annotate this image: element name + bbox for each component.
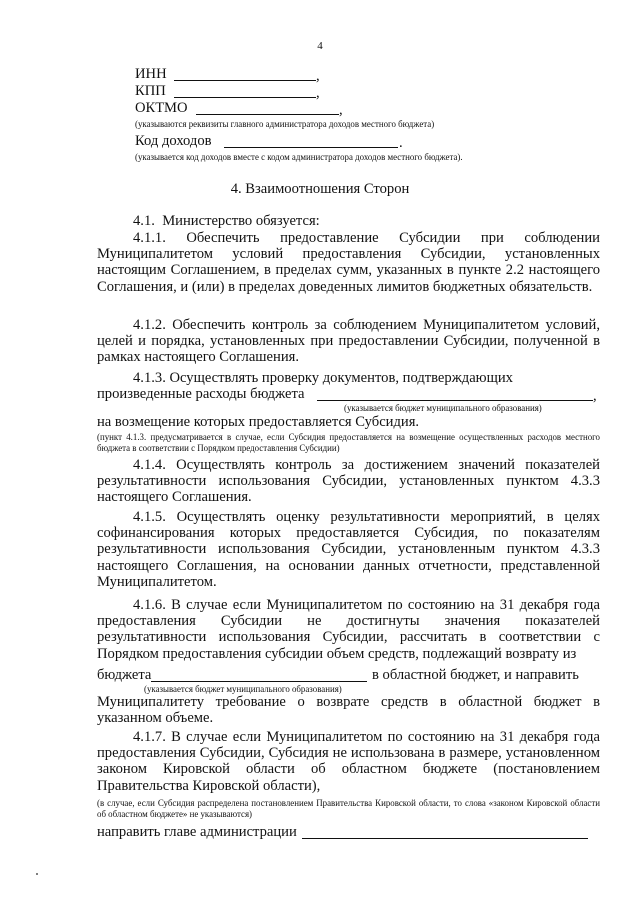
note-municipal-budget-1: (указывается бюджет муниципального образования) xyxy=(344,403,542,413)
inn-comma: , xyxy=(316,68,320,84)
paragraph-4-1-1: 4.1.1. Обеспечить предоставление Субсидии при соблюдении Муниципалитетом условий предоставления Субсидии, установленных настоящим Соглашением, в пределах сумм, указанных в пункте 2.2 настоящего Соглашения, и (или) в пределах доведенных лимитов бюджетных обязательств. xyxy=(97,230,600,295)
paragraph-4-1-3-line1: 4.1.3. Осуществлять проверку документов, подтверждающих xyxy=(133,370,513,386)
paragraph-4-1-3-comma: , xyxy=(593,388,597,404)
inn-label: ИНН xyxy=(135,66,167,82)
page-number: 4 xyxy=(317,40,323,52)
oktmo-label: ОКТМО xyxy=(135,100,188,116)
paragraph-4-1-3-line2: произведенные расходы бюджета xyxy=(97,386,305,402)
section-heading: 4. Взаимоотношения Сторон xyxy=(230,181,410,197)
income-code-blank-line xyxy=(224,147,398,148)
oktmo-comma: , xyxy=(339,102,343,118)
kpp-comma: , xyxy=(316,85,320,101)
kpp-label: КПП xyxy=(135,83,166,99)
paragraph-4-1: 4.1. Министерство обязуется: xyxy=(133,213,320,229)
income-code-period: . xyxy=(399,135,403,151)
note-4-1-3: (пункт 4.1.3. предусматривается в случае, если Субсидия предоставляется на возмещение осуществленных расходов местного бюджета в соответствии с Порядком предоставления Субсидии) xyxy=(97,432,600,453)
municipal-budget-blank-line-1 xyxy=(317,400,593,401)
paragraph-4-1-7: 4.1.7. В случае если Муниципалитетом по состоянию на 31 декабря года предоставления Субсидии, Субсидия не использована в размере, установленном законом Кировской области об областном бюджете (постановлением Правительства Кировской области), xyxy=(97,729,600,794)
note-income-code: (указывается код доходов вместе с кодом администратора доходов местного бюджета). xyxy=(135,152,463,162)
paragraph-4-1-4: 4.1.4. Осуществлять контроль за достижением значений показателей результативности использования Субсидии, установленных пунктом 4.3.3 настоящего Соглашения. xyxy=(97,457,600,506)
kpp-blank-line xyxy=(174,97,316,98)
paragraph-4-1-7-end: направить главе администрации xyxy=(97,824,297,840)
inn-blank-line xyxy=(174,80,316,81)
municipal-budget-blank-line-2 xyxy=(151,681,367,682)
income-code-label: Код доходов xyxy=(135,133,212,149)
paragraph-4-1-6-end: Муниципалитету требование о возврате средств в областной бюджет в указанном объеме. xyxy=(97,694,600,727)
head-of-administration-blank-line xyxy=(302,838,588,839)
note-requisites: (указываются реквизиты главного администратора доходов местного бюджета) xyxy=(135,119,435,129)
scan-speck xyxy=(36,873,38,875)
paragraph-4-1-6: 4.1.6. В случае если Муниципалитетом по состоянию на 31 декабря года предоставления Субсидии не достигнуты значения показателей результативности использования Субсидии, рассчитать в соответствии с Порядком предоставления субсидии объем средств, подлежащий возврату из xyxy=(97,597,600,662)
paragraph-4-1-5: 4.1.5. Осуществлять оценку результативности мероприятий, в целях софинансирования которых предоставляется Субсидия, по показателям результативности использования Субсидии, установленным пунктом 4.3.3 настоящего Соглашения, на основании данных отчетности, представленной Муниципалитетом. xyxy=(97,509,600,590)
paragraph-4-1-6-budget-tail: в областной бюджет, и направить xyxy=(372,667,579,683)
note-municipal-budget-2: (указывается бюджет муниципального образования) xyxy=(144,684,342,694)
note-4-1-7: (в случае, если Субсидия распределена постановлением Правительства Кировской области, то слова «законом Кировской области об областном бюджете» не указываются) xyxy=(97,798,600,819)
oktmo-blank-line xyxy=(196,114,339,115)
paragraph-4-1-2: 4.1.2. Обеспечить контроль за соблюдением Муниципалитетом условий, целей и порядка, установленных при предоставлении Субсидии, полученной в рамках настоящего Соглашения. xyxy=(97,317,600,366)
paragraph-4-1-3-line3: на возмещение которых предоставляется Субсидия. xyxy=(97,414,420,430)
paragraph-4-1-6-budget-word: бюджета xyxy=(97,667,152,683)
